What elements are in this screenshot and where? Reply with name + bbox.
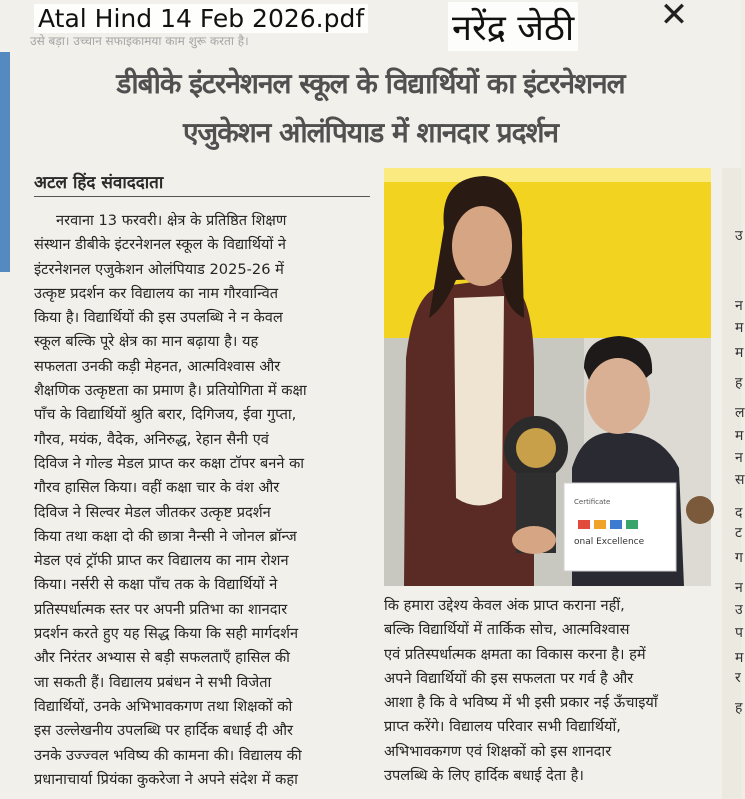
text-line: किया तथा कक्षा दो की छात्रा नैन्सी ने जोनल ब्रॉन्ज (34, 527, 297, 545)
text-line: इस उल्लेखनीय उपलब्धि पर हार्दिक बधाई दी और (34, 722, 293, 740)
woman-scarf (454, 296, 504, 506)
clipped-glyph: ग (735, 550, 743, 566)
clipped-glyph: प (735, 625, 743, 641)
text-line: जा सकती हैं। विद्यालय प्रबंधन ने सभी विजेता (34, 673, 272, 691)
text-line: दिविज ने गोल्ड मेडल प्राप्त कर कक्षा टॉपर बनने का (34, 454, 305, 472)
clipped-glyph: म (735, 650, 744, 666)
clipped-glyph: म (735, 345, 744, 361)
clipped-glyph: उ (735, 602, 743, 618)
photo-illustration (384, 168, 711, 586)
text-line: प्रतिस्पर्धात्मक स्तर पर अपनी प्रतिभा का शानदार (34, 600, 288, 618)
medal (686, 496, 714, 524)
file-title: Atal Hind 14 Feb 2026.pdf (34, 4, 368, 33)
text-line: नरवाना 13 फरवरी। क्षेत्र के प्रतिष्ठित शिक्षण (56, 212, 287, 229)
close-button[interactable]: ✕ (659, 0, 689, 35)
text-line: मेडल एवं ट्रॉफी प्राप्त कर विद्यालय का नाम रोशन (34, 552, 289, 570)
article-left-column (34, 209, 370, 792)
headline-line-2: एजुकेशन ओलंपियाड में शानदार प्रदर्शन (182, 116, 559, 149)
text-line: प्रधानाचार्या प्रियंका कुकरेजा ने अपने संदेश में कहा (34, 770, 298, 788)
text-line: गौरव, मयंक, वैदेक, अनिरुद्ध, रेहान सैनी एवं (34, 430, 269, 448)
text-line: विद्यार्थियों, उनके अभिभावकगण तथा शिक्षकों को (34, 697, 293, 715)
clipped-glyph: ह (735, 700, 743, 716)
clipped-glyph: ट (735, 525, 743, 541)
headline-line-1: डीबीके इंटरनेशनल स्कूल के विद्यार्थियों का इंटरनेशनल (116, 67, 625, 100)
clipped-glyph: म (735, 428, 744, 444)
text-line: किया है। विद्यार्थियों की इस उपलब्धि ने न केवल (34, 309, 283, 327)
text-line: बल्कि विद्यार्थियों में तार्किक सोच, आत्मविश्वास (384, 621, 630, 639)
text-line: उनके उज्ज्वल भविष्य की कामना की। विद्यालय की (34, 746, 302, 764)
text-line: आशा है कि वे भविष्य में भी इसी प्रकार नई ऊँचाइयाँ (384, 694, 658, 712)
faded-previous-text: उसे बड़ा। उच्चान सफाइकामया काम शुरू करता है। (30, 34, 249, 48)
boy-face (586, 358, 650, 434)
clipped-glyph: र (735, 670, 741, 686)
clipped-glyph: ल (735, 405, 745, 421)
clipped-glyph: ह (735, 375, 743, 391)
byline: अटल हिंद संवाददाता (34, 173, 164, 193)
text-line: शैक्षणिक उत्कृष्टता का प्रमाण है। प्रतियोगिता में कक्षा (34, 382, 307, 400)
text-line: प्राप्त करेंगे। विद्यालय परिवार सभी विद्यार्थियों, (384, 718, 621, 736)
text-line: अपने विद्यार्थियों की इस सफलता पर गर्व है और (384, 669, 634, 687)
clipped-glyph: उ (735, 228, 743, 244)
author-name: नरेंद्र जेठी (448, 2, 578, 51)
clipped-glyph: द (735, 505, 743, 521)
woman-face (452, 206, 512, 286)
clipped-glyph: न (735, 580, 743, 596)
text-line: उत्कृष्ट प्रदर्शन कर विद्यालय का नाम गौरवान्वित (34, 284, 279, 302)
text-line: दिविज ने सिल्वर मेडल जीतकर उत्कृष्ट प्रदर्शन (34, 503, 271, 521)
article-bottom-column (384, 594, 711, 788)
text-line: प्रदर्शन करते हुए यह सिद्ध किया कि सही मार्गदर्शन (34, 625, 299, 643)
article-photo (384, 168, 711, 586)
certificate-title: Certificate (574, 498, 611, 506)
text-line: पाँच के विद्यार्थियों श्रुति बरार, दिगिजय, ईवा गुप्ता, (34, 406, 297, 424)
text-line: सफलता उनकी कड़ी मेहनत, आत्मविश्वास और (34, 357, 281, 375)
clipped-glyph: स (735, 472, 745, 488)
next-column-clipped (722, 168, 745, 799)
text-line: अभिभावकगण एवं शिक्षकों को इस शानदार (384, 742, 612, 760)
text-line: और निरंतर अभ्यास से बड़ी सफलताएँ हासिल की (34, 649, 290, 667)
text-line: उपलब्धि के लिए हार्दिक बधाई देता है। (384, 767, 584, 785)
text-line: संस्थान डीबीके इंटरनेशनल स्कूल के विद्यार्थियों ने (34, 236, 287, 254)
byline-divider (34, 196, 370, 197)
text-line: किया। नर्सरी से कक्षा पाँच तक के विद्यार्थियों ने (34, 576, 278, 594)
clipped-glyph: म (735, 320, 744, 336)
text-line: गौरव हासिल किया। वहीं कक्षा चार के वंश और (34, 479, 280, 497)
certificate-text: onal Excellence (574, 537, 645, 547)
text-line: स्कूल बल्कि पूरे क्षेत्र का मान बढ़ाया है। यह (34, 333, 259, 351)
clipped-glyph: न (735, 298, 743, 314)
clipped-glyph: न (735, 450, 743, 466)
text-line: कि हमारा उद्देश्य केवल अंक प्राप्त कराना नहीं, (384, 597, 625, 614)
text-line: इंटरनेशनल एजुकेशन ओलंपियाड 2025-26 में (34, 260, 284, 278)
text-line: एवं प्रतिस्पर्धात्मक क्षमता का विकास करना है। हमें (384, 645, 646, 663)
